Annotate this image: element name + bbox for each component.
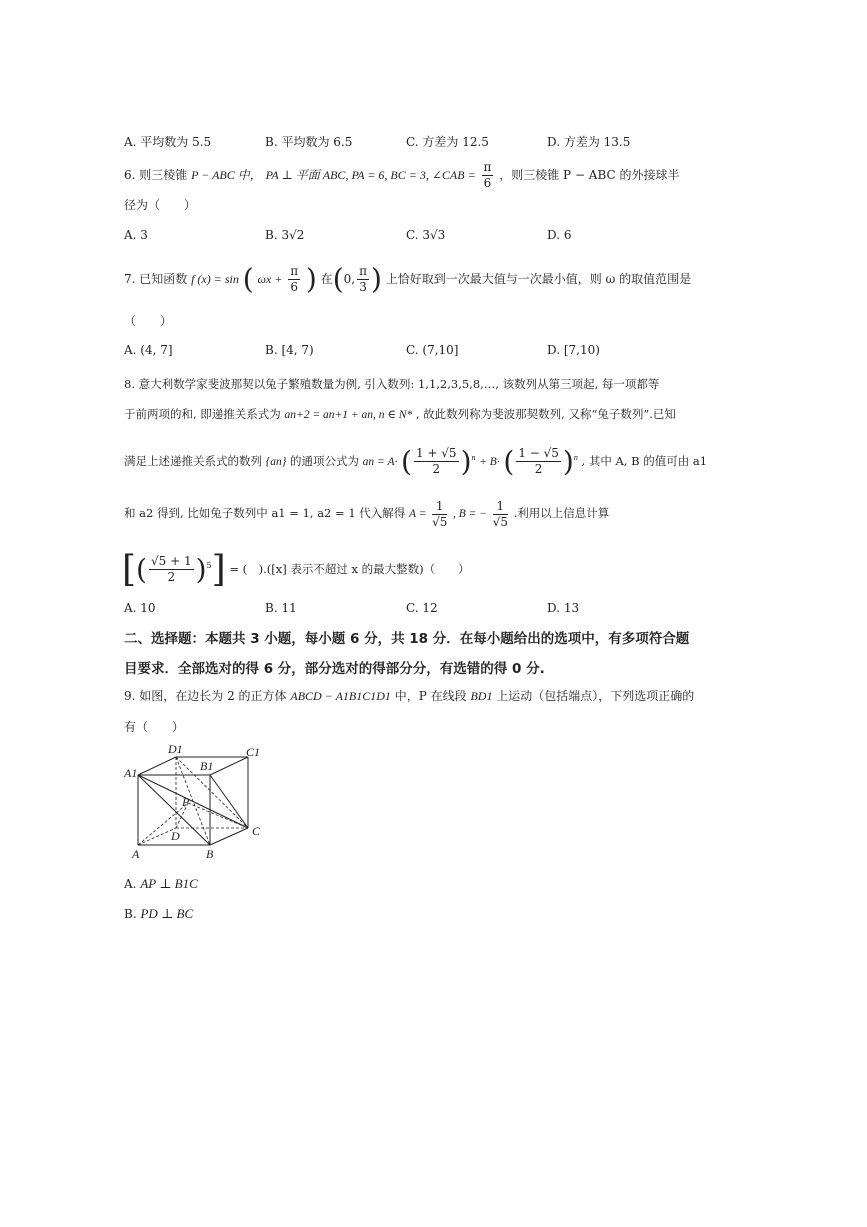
q7-phase-fraction xyxy=(288,264,300,295)
q6-stem-line2: 径为（ ） xyxy=(124,198,197,212)
q8-line3 xyxy=(124,436,707,484)
q6-angle-fraction xyxy=(482,160,494,191)
q6-frac-num: π xyxy=(483,160,492,174)
q8-line4b: .利用以上信息计算 xyxy=(513,506,610,520)
q8-num-1: 1 + √5 xyxy=(415,446,457,461)
q7-frac-den: 6 xyxy=(290,280,298,294)
q8-formula-lead: an = A· xyxy=(362,455,398,468)
q8-fraction-3 xyxy=(149,554,194,585)
q7-suffix: 上恰好取到一次最大值与一次最小值，则 ω 的取值范围是 xyxy=(385,272,692,286)
q8-option-d: D. 13 xyxy=(547,601,580,615)
q9-stem-line2: 有（ ） xyxy=(124,720,185,734)
q8-line3b: 的通项公式为 xyxy=(290,453,360,468)
q9-line1a: 9. 如图，在边长为 2 的正方体 xyxy=(124,689,287,703)
q8-num-2: 1 − √5 xyxy=(518,446,559,461)
q9-option-b-label: B. xyxy=(124,907,137,921)
q8-den-3: 2 xyxy=(167,570,176,585)
q9-stem-line1 xyxy=(124,687,694,704)
label-c1: C1 xyxy=(246,745,261,759)
q6-condition: PA ⊥ 平面 ABC, PA = 6, BC = 3, ∠CAB = xyxy=(265,168,476,182)
q9-option-b-text: PD ⊥ BC xyxy=(140,906,194,921)
section2-heading-line2: 目要求．全部选对的得 6 分，部分选对的得部分分，有选错的得 0 分. xyxy=(124,661,545,677)
q6-option-a: A. 3 xyxy=(124,228,148,242)
q8-den-1: 2 xyxy=(432,462,441,477)
label-d: D xyxy=(171,829,180,843)
q5-option-d: D. 方差为 13.5 xyxy=(547,135,631,149)
q7-in: 在 xyxy=(320,272,333,286)
q8-fraction-2 xyxy=(516,446,561,477)
q8-fraction-1 xyxy=(414,446,459,477)
q6-suffix: ，则三棱锥 P − ABC 的外接球半 xyxy=(499,168,680,182)
q8-paren-open-1: ( xyxy=(401,444,412,478)
q8-A-eq: A = xyxy=(408,508,427,520)
label-c: C xyxy=(252,824,261,838)
q9-segment: BD1 xyxy=(470,689,493,703)
q8-B-num: 1 xyxy=(493,499,508,515)
q7-function: f (x) = sin xyxy=(191,272,239,286)
q9-option-b xyxy=(124,906,193,922)
q6-option-d: D. 6 xyxy=(547,228,572,242)
q8-floor-open: [ xyxy=(122,548,137,590)
q8-sequence: {an} xyxy=(265,455,287,468)
q8-B-eq: , B = − xyxy=(453,508,488,520)
label-b1: B1 xyxy=(200,759,214,773)
q8-exp-1: n xyxy=(471,453,476,462)
q6-option-b: B. 3√2 xyxy=(265,228,305,242)
q8-line5-eq: = ( ).([x] 表示不超过 x 的最大整数)（ ） xyxy=(229,561,470,576)
section2-heading-line1: 二、选择题：本题共 3 小题，每小题 6 分，共 18 分．在每小题给出的选项中，有多项符合题 xyxy=(124,631,690,647)
label-d1: D1 xyxy=(168,742,183,756)
q8-option-a: A. 10 xyxy=(124,601,156,615)
q8-line5 xyxy=(122,542,470,594)
q7-left-paren: ( xyxy=(242,262,254,296)
q7-paren: （ ） xyxy=(124,314,173,328)
q8-line2b: , 故此数列称为斐波那契数列, 又称“兔子数列”.已知 xyxy=(415,407,676,421)
q5-option-c: C. 方差为 12.5 xyxy=(406,135,489,149)
q8-line1: 8. 意大利数学家斐波那契以兔子繁殖数量为例, 引入数列: 1,1,2,3,5,8,…, 该数列从第三项起, 每一项都等 xyxy=(124,377,660,391)
q5-option-b: B. 平均数为 6.5 xyxy=(265,135,353,149)
q8-exp-3: 5 xyxy=(206,561,212,570)
q7-right-paren: ) xyxy=(305,262,317,296)
q8-line3c: , 其中 A, B 的值可由 a1 xyxy=(581,453,708,468)
q7-interval-den: 3 xyxy=(359,280,367,294)
q8-paren-open-2: ( xyxy=(503,444,515,478)
q7-option-d: D. [7,10) xyxy=(547,343,600,357)
q8-paren-close-2: ) xyxy=(562,444,574,478)
q8-B-fraction xyxy=(493,499,508,530)
q9-option-a xyxy=(124,876,198,892)
q8-line2 xyxy=(124,406,676,422)
q8-line4a: 和 a2 得到, 比如兔子数列中 a1 = 1, a2 = 1 代入解得 xyxy=(124,506,406,520)
q9-option-a-label: A. xyxy=(124,877,137,891)
q7-inner: ωx + xyxy=(257,272,283,286)
q8-line4 xyxy=(124,494,609,533)
label-p: P xyxy=(182,795,190,809)
cube-figure xyxy=(118,740,268,865)
q8-line2a: 于前两项的和, 即递推关系式为 xyxy=(124,407,281,421)
q7-interval-close: ) xyxy=(370,262,382,296)
q8-paren-open-3: ( xyxy=(136,552,147,586)
q8-option-b: B. 11 xyxy=(265,601,297,615)
q8-num-3: √5 + 1 xyxy=(150,554,192,569)
q9-line1c: 上运动（包括端点），下列选项正确的 xyxy=(496,689,695,703)
q7-option-c: C. (7,10] xyxy=(406,343,459,357)
q9-line1b: 中，P 在线段 xyxy=(394,689,467,703)
q8-den-2: 2 xyxy=(534,462,543,477)
label-a: A xyxy=(132,847,140,861)
q7-interval-num: π xyxy=(359,264,367,278)
q9-option-a-text: AP ⊥ B1C xyxy=(140,876,198,891)
q6-stem-line1 xyxy=(124,160,680,191)
q7-stem xyxy=(124,260,691,299)
q8-option-c: C. 12 xyxy=(406,601,438,615)
q8-exp-2: n xyxy=(573,453,578,462)
label-a1: A1 xyxy=(124,766,138,780)
q8-formula-mid: + B· xyxy=(479,455,500,468)
label-b: B xyxy=(206,847,214,861)
q6-pyramid: P − ABC 中， xyxy=(191,168,262,182)
q6-frac-den: 6 xyxy=(483,176,492,190)
q7-interval-start: 0, xyxy=(343,272,356,286)
q8-paren-close-3: ) xyxy=(195,552,207,586)
q6-prefix: 6. 则三棱锥 xyxy=(124,168,188,182)
q9-cube: ABCD − A1B1C1D1 xyxy=(290,689,391,703)
q7-interval-fraction xyxy=(357,264,369,295)
q7-prefix: 7. 已知函数 xyxy=(124,272,188,286)
q8-recurrence: an+2 = an+1 + an, n ∈ N* xyxy=(284,409,413,421)
q8-paren-close-1: ) xyxy=(460,444,472,478)
q7-interval-open: ( xyxy=(332,262,344,296)
q7-option-a: A. (4, 7] xyxy=(124,343,173,357)
q8-floor-close: ] xyxy=(211,548,226,590)
q6-option-c: C. 3√3 xyxy=(406,228,446,242)
q8-line3a: 满足上述递推关系式的数列 xyxy=(124,453,262,468)
q5-option-a: A. 平均数为 5.5 xyxy=(124,135,212,149)
q8-B-den: √5 xyxy=(492,514,508,529)
q8-A-fraction xyxy=(432,499,447,530)
q7-frac-num: π xyxy=(290,264,299,278)
q8-A-num: 1 xyxy=(432,499,447,515)
q8-A-den: √5 xyxy=(432,514,448,529)
q7-option-b: B. [4, 7) xyxy=(265,343,314,357)
